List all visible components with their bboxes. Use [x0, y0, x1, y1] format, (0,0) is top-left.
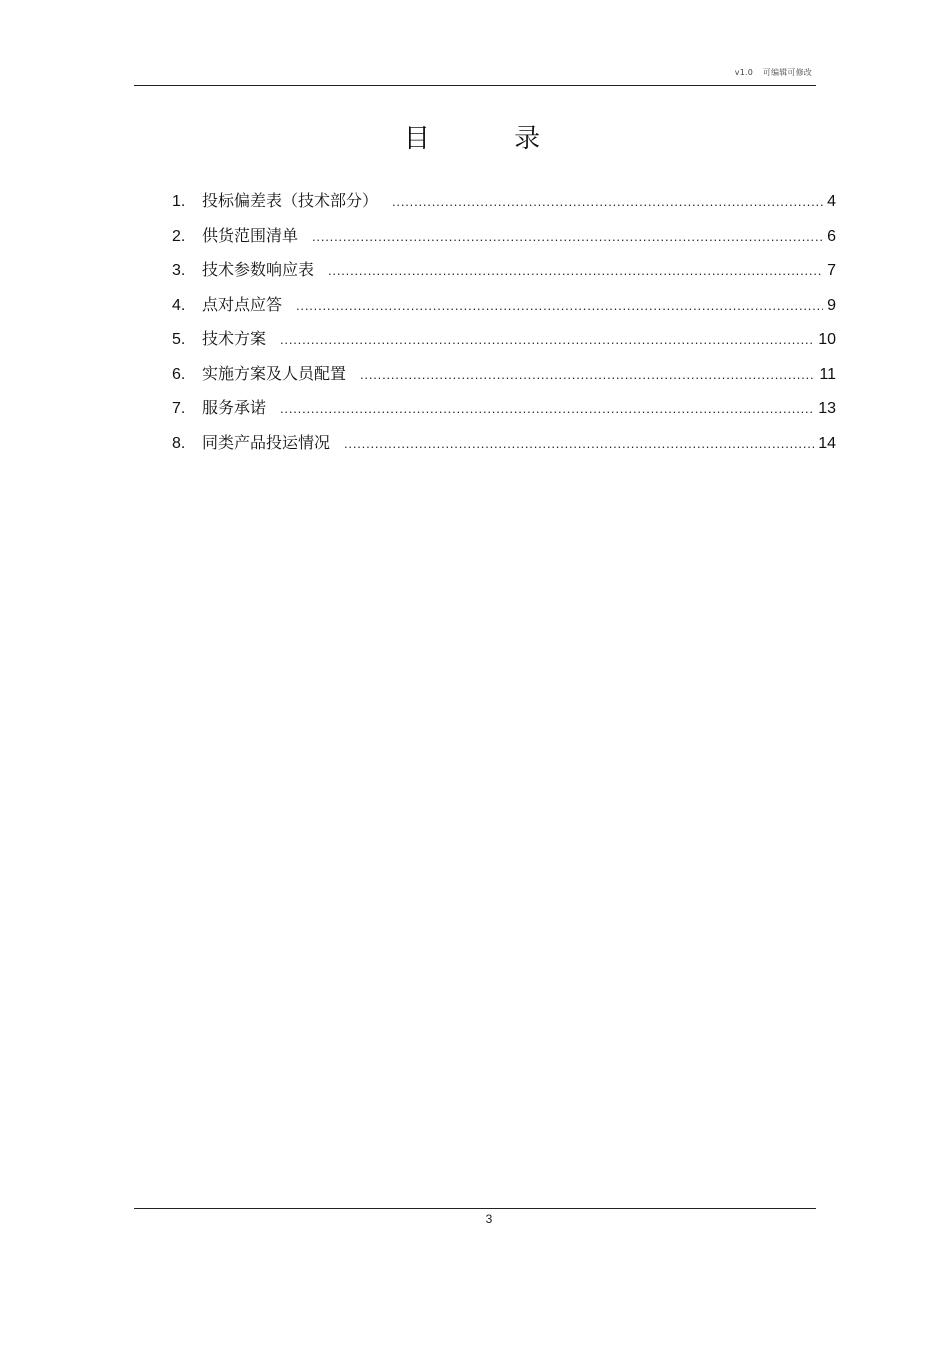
toc-entry-label: 供货范围清单	[202, 225, 299, 245]
footer-rule	[134, 1208, 816, 1209]
toc-dot-leader	[360, 362, 815, 388]
toc-entry-label: 同类产品投运情况	[202, 432, 331, 452]
toc-entry-number: 8.	[172, 434, 186, 452]
toc-entry-page: 10	[818, 331, 836, 348]
toc-entry-number: 6.	[172, 365, 186, 383]
toc-entry-page: 14	[818, 434, 836, 452]
toc-entry-label: 技术方案	[202, 329, 267, 348]
toc-entry-number: 5.	[172, 331, 186, 348]
toc-entry-label: 点对点应答	[202, 294, 283, 314]
toc-entry-6[interactable]	[172, 361, 836, 396]
toc-entry-7[interactable]	[172, 395, 836, 430]
toc-entry-4[interactable]	[172, 292, 836, 327]
toc-dot-leader	[280, 396, 814, 422]
toc-entry-label: 服务承诺	[202, 398, 267, 417]
toc-entry-page: 13	[818, 400, 836, 417]
toc-entry-2[interactable]	[172, 223, 836, 258]
toc-entry-1[interactable]	[172, 188, 836, 223]
toc-entry-label: 技术参数响应表	[202, 260, 315, 279]
toc-entry-page: 11	[819, 365, 836, 383]
header-rule	[134, 85, 816, 86]
toc-entry-number: 2.	[172, 227, 186, 245]
toc-entry-page: 6	[827, 227, 836, 245]
toc-dot-leader	[328, 258, 823, 284]
toc-entry-number: 1.	[172, 193, 186, 210]
toc-dot-leader	[280, 327, 814, 353]
toc-dot-leader	[296, 293, 823, 319]
table-of-contents	[172, 188, 836, 464]
toc-dot-leader	[312, 224, 823, 250]
toc-entry-page: 9	[827, 296, 836, 314]
header-version: v1.0	[734, 68, 754, 77]
toc-entry-number: 7.	[172, 400, 186, 417]
toc-entry-number: 3.	[172, 262, 186, 279]
footer-page-number: 3	[485, 1212, 493, 1226]
toc-dot-leader	[344, 431, 814, 457]
page-title: 目 录	[403, 124, 579, 154]
toc-dot-leader	[392, 189, 823, 215]
toc-entry-5[interactable]	[172, 326, 836, 361]
toc-entry-number: 4.	[172, 296, 186, 314]
toc-entry-page: 4	[827, 193, 836, 210]
toc-entry-8[interactable]	[172, 430, 836, 465]
toc-entry-3[interactable]	[172, 257, 836, 292]
toc-entry-label: 实施方案及人员配置	[202, 363, 347, 383]
header-editable-note: 可编辑可修改	[762, 68, 812, 77]
header-note	[735, 67, 812, 78]
toc-entry-page: 7	[827, 262, 836, 279]
toc-entry-label: 投标偏差表（技术部分）	[202, 191, 379, 210]
